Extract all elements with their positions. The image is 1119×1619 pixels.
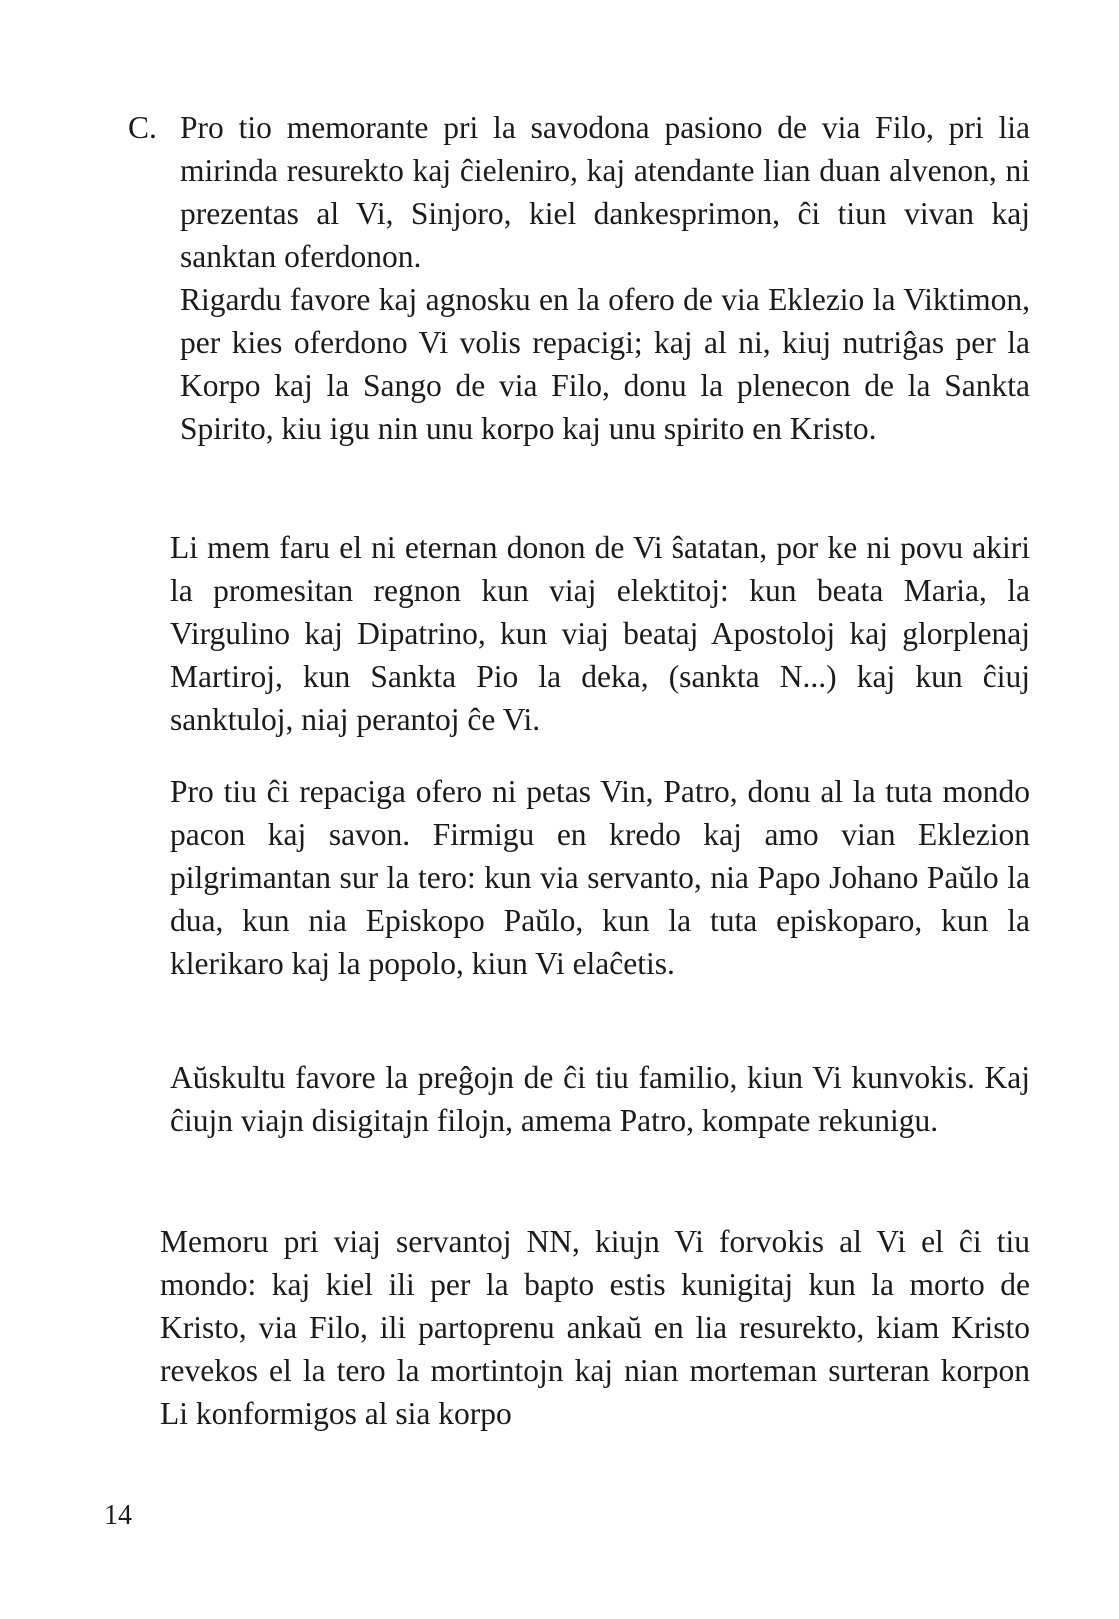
paragraph-6: Memoru pri viaj servantoj NN, kiujn Vi forvokis al Vi el ĉi tiu mondo: kaj kiel ili per la bapto estis kunigitaj kun la morto de Kristo, via Filo, ili partoprenu ankaŭ en lia resurekto, kiam Kristo revekos el la tero la mortintojn kaj nian morteman surteran korpon Li konformigos al sia korpo: [160, 1224, 1030, 1431]
paragraph-4-block: [170, 770, 1030, 985]
paragraph-6-block: [160, 1220, 1030, 1435]
paragraph-3: Li mem faru el ni eternan donon de Vi ŝatatan, por ke ni povu akiri la promesitan regnon kun viaj elektitoj: kun beata Maria, la Virgulino kaj Dipatrino, kun viaj beataj Apostoloj kaj glorplenaj Martiroj, kun Sankta Pio la deka, (sankta N...) kaj kun ĉiuj sanktuloj, niaj perantoj ĉe Vi.: [170, 530, 1030, 737]
paragraph-4: Pro tiu ĉi repaciga ofero ni petas Vin, Patro, donu al la tuta mondo pacon kaj savon. Firmigu en kredo kaj amo vian Eklezion pilgrimantan sur la tero: kun via servanto, nia Papo Johano Paŭlo la dua, kun nia Episkopo Paŭlo, kun la tuta episkoparo, kun la klerikaro kaj la popolo, kiun Vi elaĉetis.: [170, 774, 1030, 981]
paragraph-3-block: [170, 526, 1030, 741]
page-number: 14: [104, 1500, 132, 1531]
section-marker: C.: [128, 110, 157, 145]
section-c-content: [180, 106, 1030, 450]
section-c: [128, 106, 1030, 450]
paragraph-1: Pro tio memorante pri la savodona pasiono de via Filo, pri lia mirinda resurekto kaj ĉieleniro, kaj atendante lian duan alvenon, ni prezentas al Vi, Sinjoro, kiel dankesprimon, ĉi tiun vivan kaj sanktan oferdonon.: [180, 110, 1030, 274]
paragraph-5-block: [170, 1056, 1030, 1142]
paragraph-5: Aŭskultu favore la preĝojn de ĉi tiu familio, kiun Vi kunvokis. Kaj ĉiujn viajn disigitajn filojn, amema Patro, kompate rekunigu.: [170, 1060, 1030, 1138]
paragraph-2: Rigardu favore kaj agnosku en la ofero de via Eklezio la Viktimon, per kies oferdono Vi volis repacigi; kaj al ni, kiuj nutriĝas per la Korpo kaj la Sango de via Filo, donu la plenecon de la Sankta Spirito, kiu igu nin unu korpo kaj unu spirito en Kristo.: [180, 282, 1030, 446]
